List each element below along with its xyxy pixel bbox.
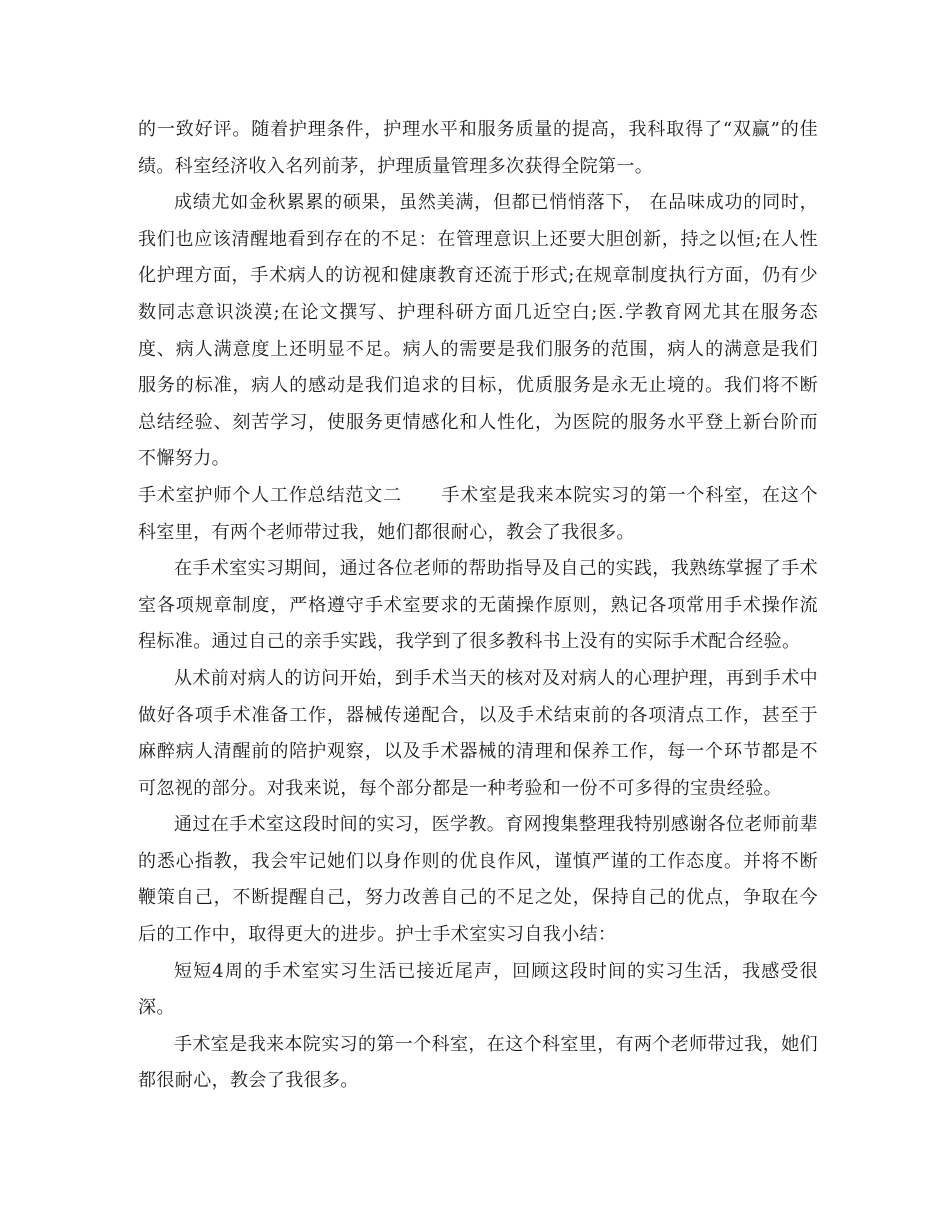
paragraph-1: 的一致好评。随着护理条件，护理水平和服务质量的提高，我科取得了“双赢”的佳绩。科室经济收入名列前茅，护理质量管理多次获得全院第一。 [138, 119, 818, 177]
document-body [138, 112, 818, 1100]
paragraph-7: 短短4周的手术室实习生活已接近尾声，回顾这段时间的实习生活，我感受很深。 [138, 960, 818, 1019]
section-title-paragraph: 手术室护师个人工作总结范文二 手术室是我来本院实习的第一个科室，在这个科室里，有两个老师带过我，她们都很耐心，教会了我很多。 [138, 484, 818, 543]
paragraph-8: 手术室是我来本院实习的第一个科室，在这个科室里，有两个老师带过我，她们都很耐心，教会了我很多。 [138, 1033, 818, 1092]
paragraph-6: 通过在手术室这段时间的实习，医学教。育网搜集整理我特别感谢各位老师前辈的悉心指教，我会牢记她们以身作则的优良作风，谨慎严谨的工作态度。并将不断鞭策自己，不断提醒自己，努力改善自己的不足之处，保持自己的优点，争取在今后的工作中，取得更大的进步。护士手术室实习自我小结： [138, 814, 818, 946]
paragraph-5: 从术前对病人的访问开始，到手术当天的核对及对病人的心理护理，再到手术中做好各项手术准备工作，器械传递配合，以及手术结束前的各项清点工作，甚至于麻醉病人清醒前的陪护观察，以及手术器械的清理和保养工作，每一个环节都是不可忽视的部分。对我来说，每个部分都是一种考验和一份不可多得的宝贵经验。 [138, 667, 818, 799]
paragraph-4: 在手术室实习期间，通过各位老师的帮助指导及自己的实践，我熟练掌握了手术室各项规章制度，严格遵守手术室要求的无菌操作原则，熟记各项常用手术操作流程标准。通过自己的亲手实践，我学到了很多教科书上没有的实际手术配合经验。 [138, 558, 818, 653]
paragraph-2: 成绩尤如金秋累累的硕果，虽然美满，但都已悄悄落下， 在品味成功的同时，我们也应该清醒地看到存在的不足：在管理意识上还要大胆创新，持之以恒;在人性化护理方面，手术病人的访视和健康教育还流于形式;在规章制度执行方面，仍有少数同志意识淡漠;在论文撰写、护理科研方面几近空白;医.学教育网尤其在服务态度、病人满意度上还明显不足。病人的需要是我们服务的范围，病人的满意是我们服务的标准，病人的感动是我们追求的目标，优质服务是永无止境的。我们将不断总结经验、刻苦学习，使服务更情感化和人性化，为医院的服务水平登上新台阶而不懈努力。 [138, 192, 818, 470]
